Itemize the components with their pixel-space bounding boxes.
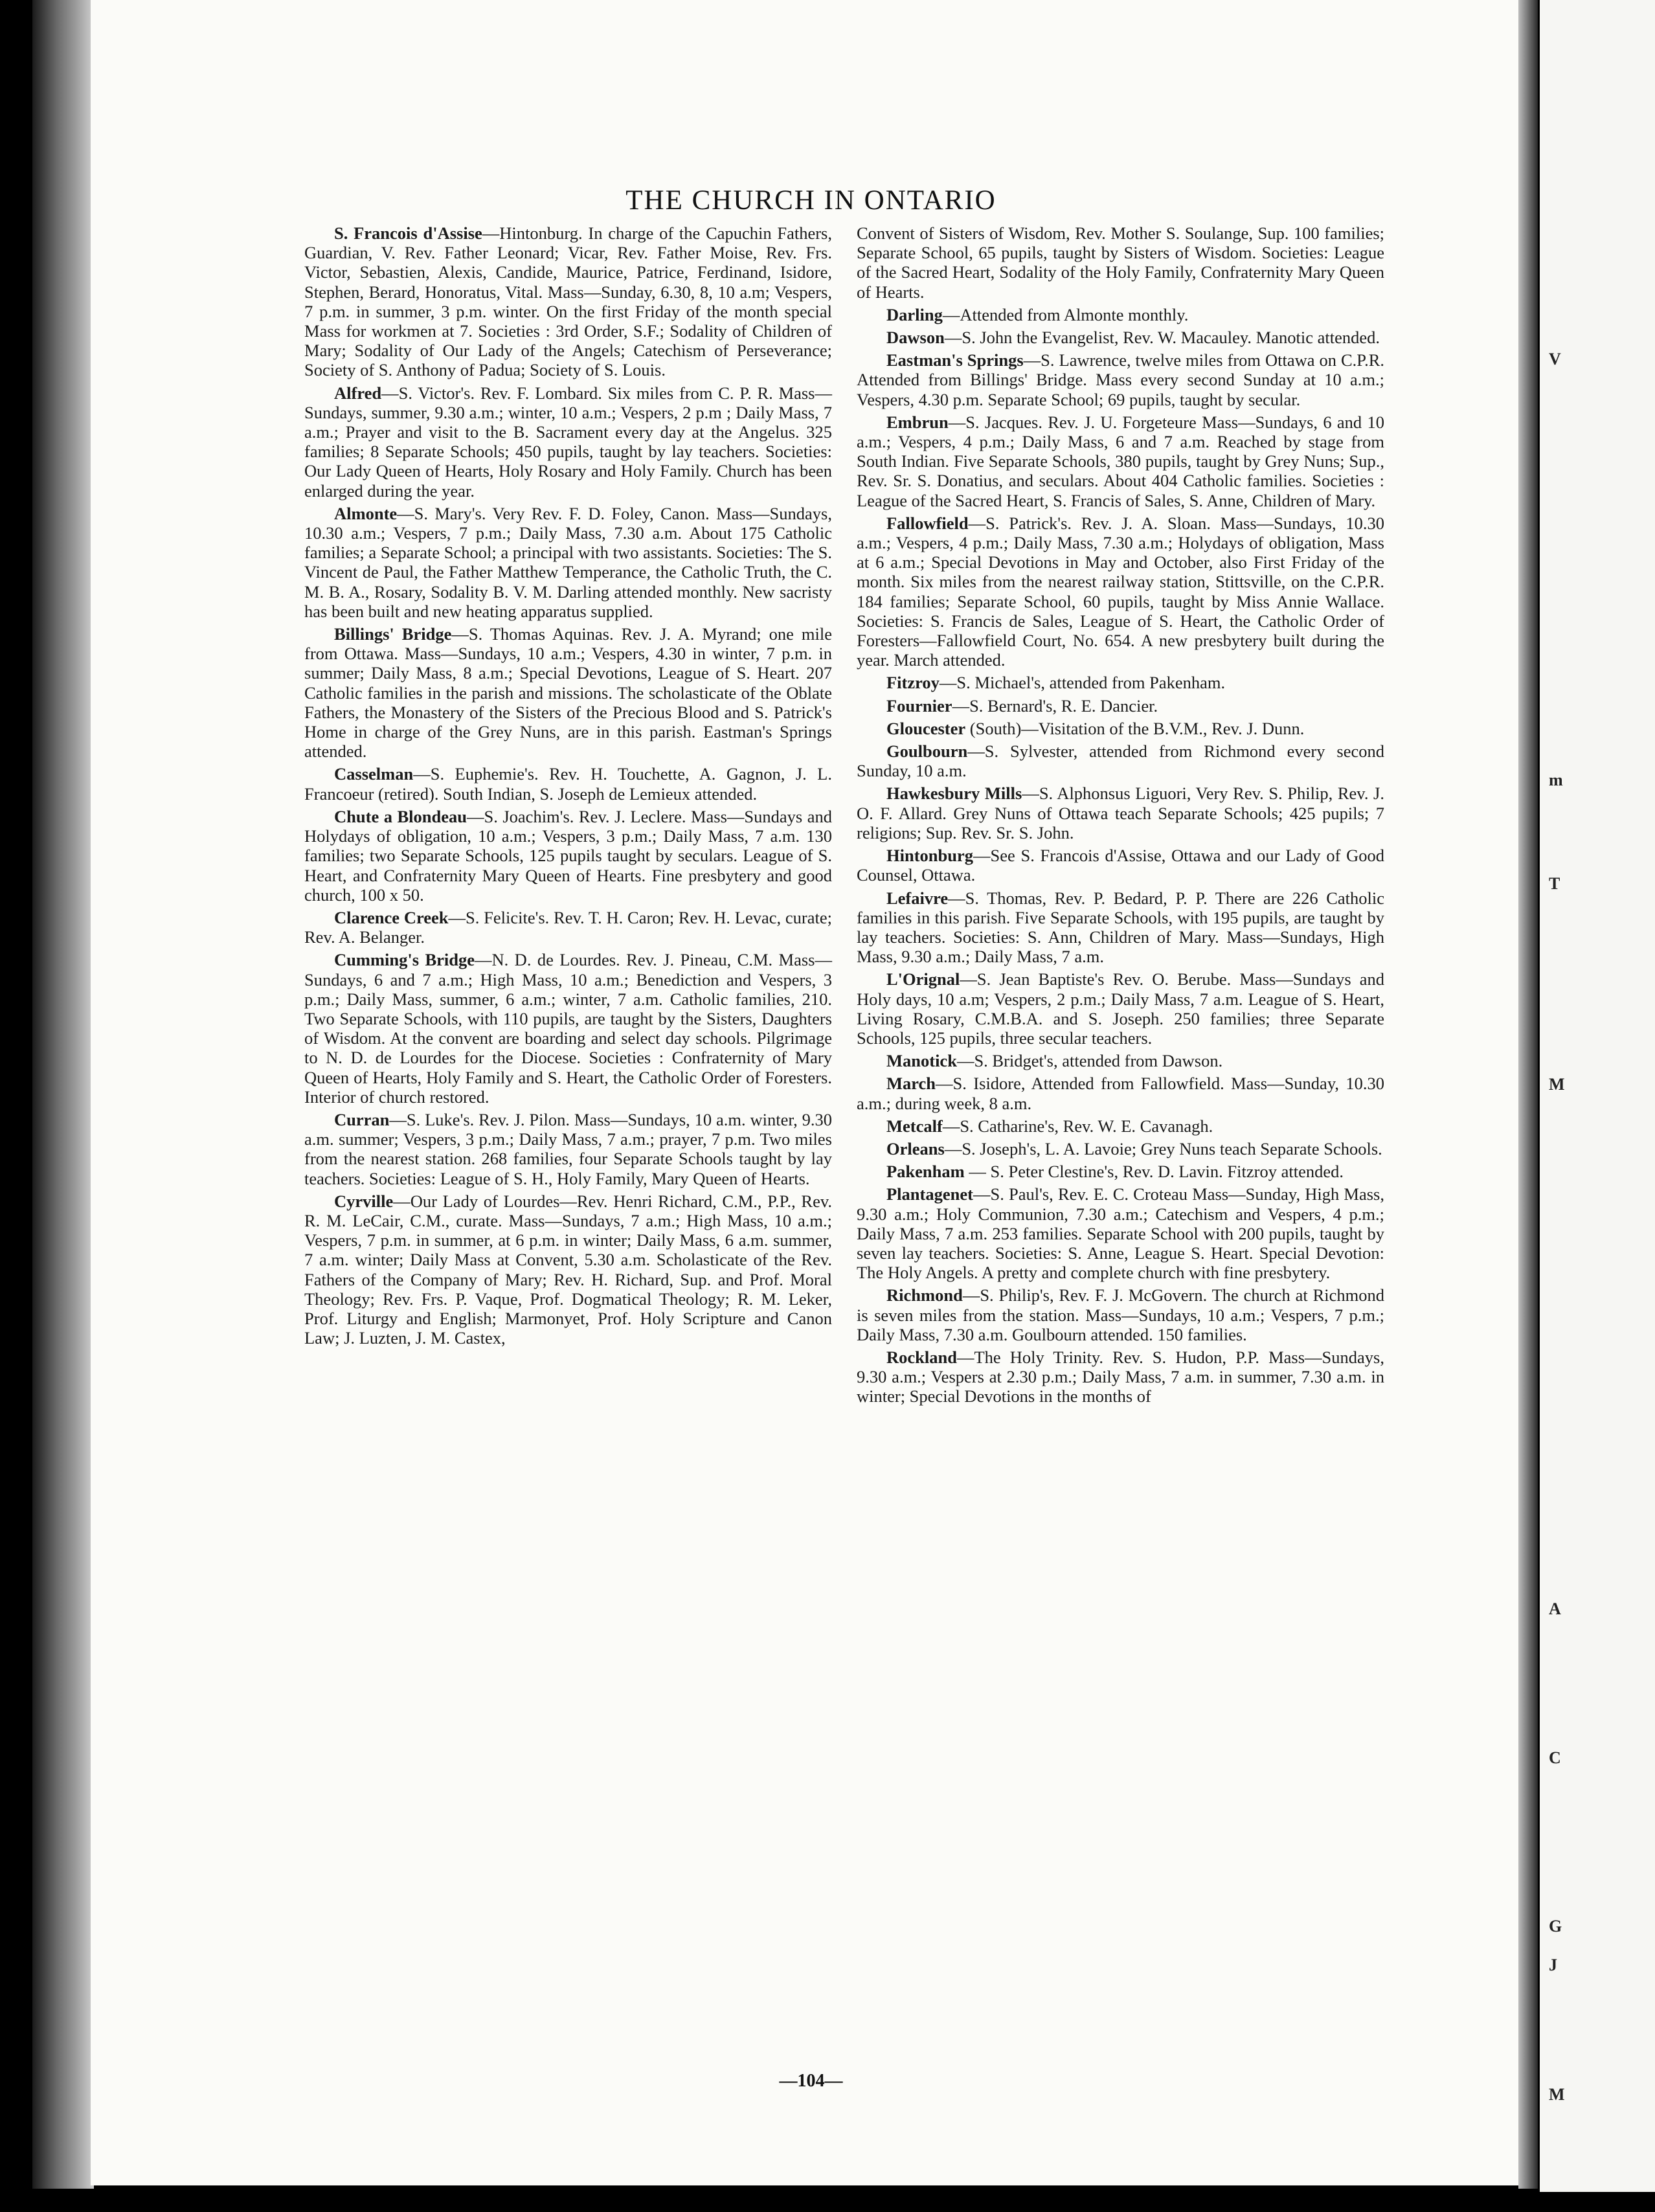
adjacent-page-fragment: T [1549, 874, 1560, 893]
parish-name: Almonte [334, 503, 398, 523]
entry-text: —S. Thomas Aquinas. Rev. J. A. Myrand; one mile from Ottawa. Mass—Sundays, 10 a.m.; Vespers, 4.30 in winter, 7 p.m. in summer; Daily Mass, 8 a.m.; Special Devotions, League of S. Heart. 207 Catholic families in the parish and missions. The scholasticate of the Oblate Fathers, the Monastery of the Sisters of the Precious Blood and S. Patrick's Home in charge of the Grey Nuns, are in this parish. Eastman's Springs attended. [304, 624, 833, 762]
parish-name: Richmond [886, 1285, 963, 1305]
parish-name: Orleans [886, 1138, 945, 1158]
adjacent-page-fragment: M [1549, 2085, 1565, 2104]
entry-text: —Hintonburg. In charge of the Capuchin Fathers, Guardian, V. Rev. Father Leonard; Vicar, Rev. Father Moise, Rev. Frs. Victor, Sebastien, Alexis, Candide, Maurice, Patrice, Ferdinand, Isidore, Stephen, Berard, Honoratus, Vital. Mass—Sunday, 6.30, 8, 10 a.m; Vespers, 7 p.m. in summer, 3 p.m. winter. On the first Friday of the month special Mass for workmen at 7. Societies : 3rd Order, S.F.; Sodality of Children of Mary; Sodality of Our Lady of the Angels; Catechism of Perseverance; Society of S. Anthony of Padua; Society of S. Louis. [304, 223, 832, 380]
adjacent-page-fragment: G [1549, 1917, 1562, 1936]
directory-entry [304, 807, 832, 905]
page-number: —104— [779, 2071, 843, 2091]
parish-name: Embrun [886, 412, 949, 432]
page-gutter [1518, 0, 1538, 2189]
parish-name: Hawkesbury Mills [886, 784, 1022, 804]
directory-entry [857, 350, 1384, 409]
directory-entry [857, 223, 1384, 302]
parish-name: Eastman's Springs [886, 350, 1024, 370]
entry-text: —N. D. de Lourdes. Rev. J. Pineau, C.M. Mass—Sundays, 6 and 7 a.m.; High Mass, 10 a.m.; Benediction and Vespers, 3 p.m.; Daily Mass, summer, 6 a.m.; winter, 7 a.m. Catholic families, 210. Two Separate Schools, with 110 pupils, are taught by the Sisters, Daughters of Wisdom. At the convent are boarding and select day schools. Pilgrimage to N. D. de Lourdes for the Diocese. Societies : Confraternity of Mary Queen of Hearts, Holy Family and S. Heart, the Catholic Order of Foresters. Interior of church restored. [304, 950, 832, 1107]
parish-name: Cumming's Bridge [334, 950, 475, 970]
entry-text: Convent of Sisters of Wisdom, Rev. Mother S. Soulange, Sup. 100 families; Separate School, 65 pupils, taught by Sisters of Wisdom. Societies: League of the Sacred Heart, Sodality of the Holy Family, Confraternity Mary Queen of Hearts. [857, 223, 1384, 302]
parish-name: Curran [334, 1109, 390, 1129]
entry-text: —S. Paul's, Rev. E. C. Croteau Mass—Sunday, High Mass, 9.30 a.m.; Holy Communion, 7.30 a.m.; Catechism and Vespers, 4 p.m.; Daily Mass, 7 a.m. 253 families. Separate School with 200 pupils, taught by seven lay teachers. Societies: S. Anne, League S. Heart. Special Devotion: The Holy Angels. A pretty and complete church with fine presbytery. [857, 1184, 1384, 1283]
entry-text: —S. Thomas, Rev. P. Bedard, P. P. There are 226 Catholic families in this parish. Five Separate Schools, with 195 pupils, are taught by lay teachers. Societies: S. Ann, Children of Mary. Mass—Sundays, High Mass, 9.30 a.m.; Daily Mass, 7 a.m. [857, 888, 1384, 967]
parish-name: Billings' Bridge [334, 624, 452, 644]
parish-name: Fitzroy [886, 673, 940, 693]
directory-entry [857, 1116, 1384, 1136]
directory-entry [857, 719, 1384, 738]
entry-text: —S. Bernard's, R. E. Dancier. [952, 695, 1158, 716]
directory-entry [304, 383, 832, 501]
parish-name: Fallowfield [886, 513, 969, 533]
parish-name: Dawson [886, 328, 945, 348]
directory-entry [304, 624, 832, 761]
parish-name: Cyrville [334, 1191, 394, 1211]
entry-text: —S. Euphemie's. Rev. H. Touchette, A. Gagnon, J. L. Francoeur (retired). South Indian, S. Joseph de Lemieux attended. [304, 764, 832, 804]
directory-entry [304, 764, 832, 803]
entry-text: —S. Sylvester, attended from Richmond every second Sunday, 10 a.m. [857, 741, 1384, 781]
directory-entry [857, 846, 1384, 885]
adjacent-page-fragment: V [1549, 350, 1561, 368]
parish-name: March [886, 1074, 936, 1094]
directory-entry [304, 950, 832, 1107]
entry-text: —S. Mary's. Very Rev. F. D. Foley, Canon. Mass—Sundays, 10.30 a.m.; Vespers, 7 p.m.; Daily Mass, 7.30 a.m. About 175 Catholic families; a Separate School; a principal with two assistants. Societies: The S. Vincent de Paul, the Father Matthew Temperance, the Catholic Truth, the C. M. B. A., Rosary, Sodality B. V. M. Darling attended monthly. New sacristy has been built and new heating apparatus supplied. [304, 503, 832, 621]
directory-entry [857, 1051, 1384, 1070]
directory-entry [857, 328, 1384, 347]
directory-entry [304, 1110, 832, 1188]
adjacent-page-fragment: M [1549, 1075, 1565, 1094]
parish-name: Alfred [334, 383, 382, 403]
book-spine [32, 0, 94, 2189]
parish-name: Metcalf [886, 1116, 943, 1136]
directory-entry [857, 741, 1384, 780]
parish-name: Gloucester [886, 718, 966, 738]
directory-entry [857, 412, 1384, 510]
entry-text: —Our Lady of Lourdes—Rev. Henri Richard, C.M., P.P., Rev. R. M. LeCair, C.M., curate. Mass—Sundays, 7 a.m.; High Mass, 10 a.m.; Vespers, 7 p.m. in summer, at 6 p.m. in winter; Daily Mass, 6 a.m. summer, 7 a.m. winter; Daily Mass at Convent, 5.30 a.m. Scholasticate of the Rev. Fathers of the Company of Mary; Rev. H. Richard, Sup. and Prof. Moral Theology; Rev. Frs. P. Vaque, Prof. Dogmatical Theology; R. M. Leker, Prof. Liturgy and English; Marmonyet, Prof. Holy Scripture and Canon Law; J. Luzten, J. M. Castex, [304, 1191, 832, 1348]
adjacent-page-fragment: C [1549, 1748, 1561, 1767]
directory-entry [857, 1348, 1384, 1406]
entry-text: —S. Isidore, Attended from Fallowfield. Mass—Sunday, 10.30 a.m.; during week, 8 a.m. [857, 1074, 1384, 1113]
entry-text: —S. Bridget's, attended from Dawson. [956, 1051, 1223, 1071]
adjacent-page-fragment: m [1549, 771, 1563, 789]
directory-entry [857, 1285, 1384, 1344]
directory-entry [857, 1162, 1384, 1181]
entry-text: —S. Patrick's. Rev. J. A. Sloan. Mass—Sundays, 10.30 a.m.; Vespers, 4 p.m.; Daily Mass, 7.30 a.m.; Holydays of obligation, Mass at 6 a.m.; Special Devotions in May and October, also First Friday of the month. Six miles from the nearest railway station, Stittsville, on the C.P.R. 184 families; Separate School, 60 pupils, taught by Miss Annie Wallace. Societies: S. Francis de Sales, League of S. Heart, the Catholic Order of Foresters—Fallowfield Court, No. 654. A new presbytery built during the year. March attended. [857, 513, 1384, 670]
parish-name: Pakenham [886, 1162, 965, 1182]
directory-entry [304, 223, 832, 380]
parish-name: Goulbourn [886, 741, 968, 762]
entry-text: —The Holy Trinity. Rev. S. Hudon, P.P. Mass—Sundays, 9.30 a.m.; Vespers at 2.30 p.m.; Daily Mass, 7 a.m. in summer, 7.30 a.m. in winter; Special Devotions in the months of [857, 1347, 1384, 1406]
entry-text: —S. Joachim's. Rev. J. Leclere. Mass—Sundays and Holydays of obligation, 10 a.m.; Vespers, 3 p.m.; Daily Mass, 7 a.m. 130 families; two Separate Schools, 125 pupils taught by seculars. League of S. Heart, and Confraternity Mary Queen of Hearts. Fine presbytery and good church, 100 x 50. [304, 806, 832, 905]
directory-entry [857, 305, 1384, 324]
entry-text: —S. Michael's, attended from Pakenham. [939, 673, 1226, 693]
directory-entry [857, 784, 1384, 842]
parish-name: Plantagenet [886, 1184, 973, 1204]
entry-text: —S. Luke's. Rev. J. Pilon. Mass—Sundays, 10 a.m. winter, 9.30 a.m. summer; Vespers, 3 p.m.; Daily Mass, 7 a.m.; prayer, 7 p.m. Two miles from the nearest station. 268 families, four Separate Schools taught by lay teachers. Societies: League of S. H., Holy Family, Mary Queen of Hearts. [304, 1109, 832, 1188]
entry-text: —S. Philip's, Rev. F. J. McGovern. The church at Richmond is seven miles from the station. Mass—Sundays, 10 a.m.; Vespers, 7 p.m.; Daily Mass, 7.30 a.m. Goulbourn attended. 150 families. [857, 1285, 1384, 1344]
directory-entry [857, 1139, 1384, 1158]
parish-name: Casselman [334, 764, 414, 784]
directory-entry [857, 1184, 1384, 1282]
parish-name: Fournier [886, 695, 952, 716]
entry-text: —S. Lawrence, twelve miles from Ottawa on C.P.R. Attended from Billings' Bridge. Mass every second Sunday at 10 a.m.; Vespers, 4.30 p.m. Separate School; 69 pupils, taught by secular. [857, 350, 1384, 409]
parish-name: S. Francois d'Assise [334, 223, 482, 243]
parish-name: Darling [886, 304, 943, 324]
entry-text: —S. Victor's. Rev. F. Lombard. Six miles from C. P. R. Mass—Sundays, summer, 9.30 a.m.; winter, 10 a.m.; Vespers, 2 p.m ; Daily Mass, 7 a.m.; Prayer and visit to the B. Sacrament every day at the Angelus. 325 families; 8 Separate Schools; 450 pupils, taught by lay teachers. Societies: Our Lady Queen of Hearts, Holy Rosary and Holy Family. Church has been enlarged during the year. [304, 383, 832, 501]
entry-text: —S. Joseph's, L. A. Lavoie; Grey Nuns teach Separate Schools. [944, 1138, 1382, 1158]
directory-entry [857, 696, 1384, 716]
parish-name: Clarence Creek [334, 907, 449, 927]
running-title: THE CHURCH IN ONTARIO [625, 185, 996, 216]
directory-entry [857, 673, 1384, 692]
right-column [857, 223, 1384, 1410]
entry-text: —S. Felicite's. Rev. T. H. Caron; Rev. H. Levac, curate; Rev. A. Belanger. [304, 907, 832, 947]
entry-text: —S. Jean Baptiste's Rev. O. Berube. Mass—Sundays and Holy days, 10 a.m; Vespers, 2 p.m.; Daily Mass, 7 a.m. League of S. Heart, Living Rosary, C.M.B.A. and S. Joseph. 250 families; three Separate Schools, 125 pupils, three secular teachers. [857, 969, 1384, 1048]
parish-name: Manotick [886, 1051, 957, 1071]
parish-name: Lefaivre [886, 888, 949, 908]
directory-entry [857, 1074, 1384, 1112]
adjacent-page-fragment: A [1549, 1599, 1561, 1618]
entry-text: (South)—Visitation of the B.V.M., Rev. J. Dunn. [965, 718, 1305, 738]
directory-entry [304, 1191, 832, 1348]
entry-text: —S. Catharine's, Rev. W. E. Cavanagh. [942, 1116, 1213, 1136]
entry-text: —Attended from Almonte monthly. [942, 304, 1189, 324]
parish-name: L'Orignal [886, 969, 960, 989]
adjacent-page-edge [1540, 0, 1655, 2192]
entry-text: —S. John the Evangelist, Rev. W. Macauley. Manotic attended. [944, 328, 1380, 348]
adjacent-page-fragment: J [1549, 1956, 1557, 1974]
directory-entry [857, 888, 1384, 967]
book-page [91, 0, 1531, 2185]
entry-text: — S. Peter Clestine's, Rev. D. Lavin. Fitzroy attended. [964, 1162, 1344, 1182]
parish-name: Chute a Blondeau [334, 806, 467, 826]
entry-text: —S. Alphonsus Liguori, Very Rev. S. Philip, Rev. J. O. F. Allard. Grey Nuns of Ottawa teach Separate Schools; 425 pupils; 7 religions; Sup. Rev. Sr. S. John. [857, 784, 1384, 842]
entry-text: —S. Jacques. Rev. J. U. Forgeteure Mass—Sundays, 6 and 10 a.m.; Vespers, 4 p.m.; Daily Mass, 6 and 7 a.m. Reached by stage from South Indian. Five Separate Schools, 380 pupils, taught by Grey Nuns; Sup., Rev. Sr. S. Donatius, and seculars. About 404 Catholic families. Societies : League of the Sacred Heart, S. Francis of Sales, S. Anne, Children of Mary. [857, 412, 1384, 510]
parish-name: Hintonburg [886, 846, 974, 866]
left-column [304, 223, 832, 1351]
directory-entry [304, 908, 832, 947]
directory-entry [857, 969, 1384, 1048]
directory-entry [857, 514, 1384, 670]
parish-name: Rockland [886, 1347, 957, 1367]
directory-entry [304, 504, 832, 621]
entry-text: —See S. Francois d'Assise, Ottawa and our Lady of Good Counsel, Ottawa. [857, 846, 1384, 885]
